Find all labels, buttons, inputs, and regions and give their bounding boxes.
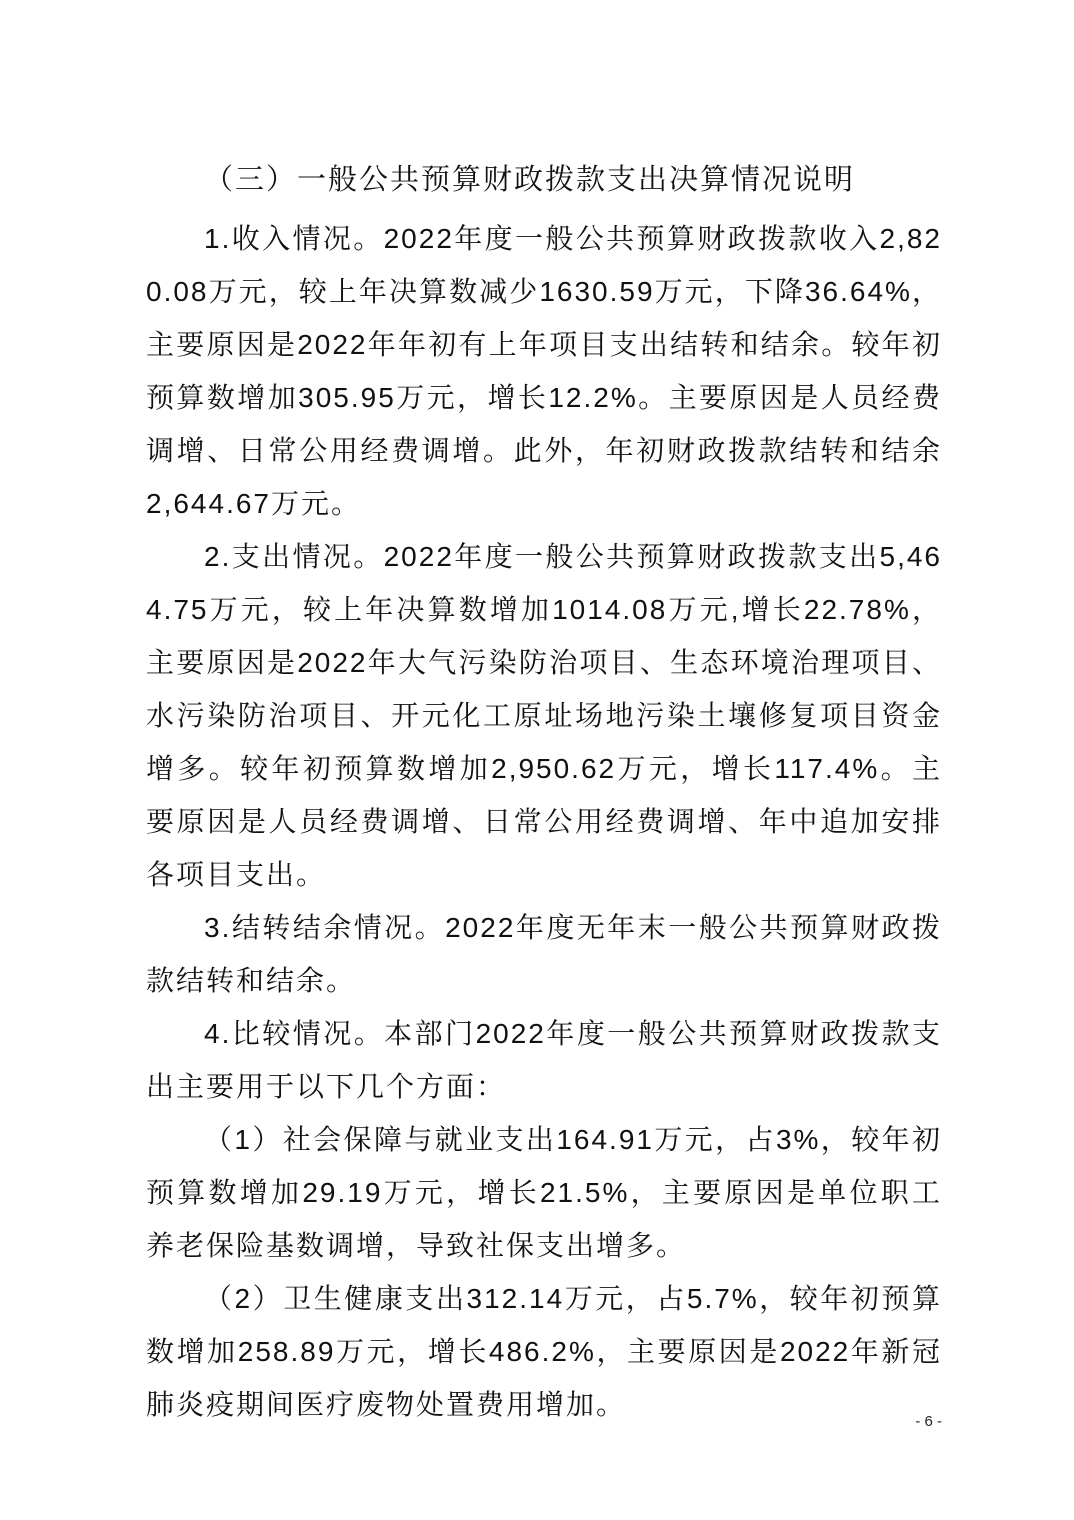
paragraph-social-security: （1）社会保障与就业支出164.91万元，占3%，较年初预算数增加29.19万元，增长21.5%，主要原因是单位职工养老保险基数调增，导致社保支出增多。 <box>146 1124 942 1261</box>
paragraph-income: 1.收入情况。2022年度一般公共预算财政拨款收入2,820.08万元，较上年决算数减少1630.59万元，下降36.64%，主要原因是2022年年初有上年项目支出结转和结余。较年初预算数增加305.95万元，增长12.2%。主要原因是人员经费调增、日常公用经费调增。此外，年初财政拨款结转和结余2,644.67万元。 <box>146 223 942 519</box>
paragraph-expenditure: 2.支出情况。2022年度一般公共预算财政拨款支出5,464.75万元，较上年决算数增加1014.08万元,增长22.78%，主要原因是2022年大气污染防治项目、生态环境治理项目、水污染防治项目、开元化工原址场地污染土壤修复项目资金增多。较年初预算数增加2,950.62万元，增长117.4%。主要原因是人员经费调增、日常公用经费调增、年中追加安排各项目支出。 <box>146 541 942 890</box>
paragraph-comparison: 4.比较情况。本部门2022年度一般公共预算财政拨款支出主要用于以下几个方面： <box>146 1018 942 1102</box>
page-number: - 6 - <box>915 1413 942 1430</box>
paragraph-carryover: 3.结转结余情况。2022年度无年末一般公共预算财政拨款结转和结余。 <box>146 912 942 996</box>
paragraph-health: （2）卫生健康支出312.14万元，占5.7%，较年初预算数增加258.89万元，增长486.2%，主要原因是2022年新冠肺炎疫期间医疗废物处置费用增加。 <box>146 1283 942 1420</box>
document-body <box>146 148 942 1431</box>
section-heading: （三）一般公共预算财政拨款支出决算情况说明 <box>204 164 856 196</box>
